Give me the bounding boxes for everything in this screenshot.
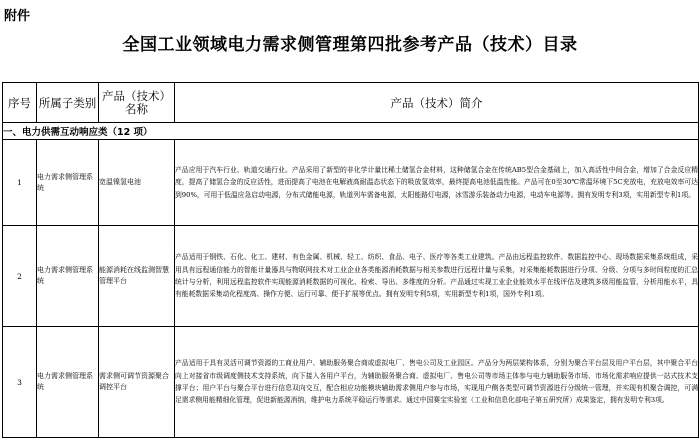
row-subcategory: 电力需求侧管理系统 xyxy=(37,327,99,438)
header-row xyxy=(3,83,699,123)
row-product-name: 需求侧可调节资源聚合调控平台 xyxy=(99,327,175,438)
table-row xyxy=(3,327,699,438)
attachment-label: 附件 xyxy=(4,9,31,24)
row-product-name: 能源消耗在线监测智慧管理平台 xyxy=(99,226,175,327)
column-header-product-name: 产品（技术）名称 xyxy=(99,83,175,123)
table-row xyxy=(3,226,699,327)
document-title: 全国工业领域电力需求侧管理第四批参考产品（技术）目录 xyxy=(122,35,578,55)
row-subcategory: 电力需求侧管理系统 xyxy=(37,226,99,327)
section-row xyxy=(3,123,699,140)
section-heading: 一、电力供需互动响应类（12 项） xyxy=(3,123,699,140)
row-description: 产品应用于汽车行业、轨道交通行业。产品采用了新型的非化学计量比稀土储氢合金材料，这种储氢合金在传统AB5型合金基础上，加入高活性中间合金，增加了合金反应精度，提高了储氢合金的反应活性，进而提高了电池在电解液高耐温态状态下的吸放氢效率，最终提高电池低温性能。产品可在0至30℃常温环境下5C充放电，充放电效率可达到90%，可用于低温应急启动电源，分布式储能电源，轨道列车需备电源，太阳能路灯电源，冰雪游乐装备动力电源，电动车电源等。拥有发明专利3项，实用新型专利1项。 xyxy=(175,140,699,226)
table-row xyxy=(3,140,699,226)
row-index: 3 xyxy=(3,327,37,438)
row-product-name: 宽温镍氢电池 xyxy=(99,140,175,226)
product-catalog-table xyxy=(2,82,699,438)
row-description: 产品适用于具有灵活可调节资源的工商业用户、辅助服务聚合商或虚拟电厂、售电公司及工业园区。产品分为两层架构体系，分别为聚合平台层及用户平台层，其中聚合平台向上对接省市级调度侧技术支持系统，向下接入各用户平台，为辅助服务聚合商、虚拟电厂、售电公司等市场主体参与电力辅助服务市场、市场化需求响应提供一站式技术支撑平台；用户平台与聚合平台进行信息双向交互，配合相应功能模块辅助需求侧用户参与市场，实现用户侧各类型可调节资源进行分级统一管理，并实现有机聚合调控，可满足需求侧用能精细化管理，促进新能源消纳，维护电力系统平稳运行等需求。通过中国赛宝实验室（工业和信息化部电子第五研究所）成果鉴定，拥有发明专利3项。 xyxy=(175,327,699,438)
row-index: 2 xyxy=(3,226,37,327)
column-header-description: 产品（技术）简介 xyxy=(175,83,699,123)
row-subcategory: 电力需求侧管理系统 xyxy=(37,140,99,226)
column-header-subcategory: 所属子类别 xyxy=(37,83,99,123)
row-index: 1 xyxy=(3,140,37,226)
column-header-index: 序号 xyxy=(3,83,37,123)
row-description: 产品适用于钢铁、石化、化工、建材、有色金属、机械、轻工、纺织、食品、电子、医疗等各类工业建筑。产品由远程监控软件、数据监控中心、现场数据采集系统组成，采用具有远程通信能力的智能计量器具与物联网技术对工业企业各类能源消耗数据与相关参数进行远程计量与采集，对采集能耗数据进行分项、分级、分项与多时间粒度的汇总统计与分析，利用远程监控软件实现能源消耗数据的可视化、检索、导出、多维度的分析。产品通过实现工业企业能效水平在线评估及建筑多级用能监管，分析用能水平，具有能耗数据采集动化程度高、操作方便、运行可靠、便于扩展等优点。拥有发明专利5项，实用新型专利1项，国外专利1项。 xyxy=(175,226,699,327)
